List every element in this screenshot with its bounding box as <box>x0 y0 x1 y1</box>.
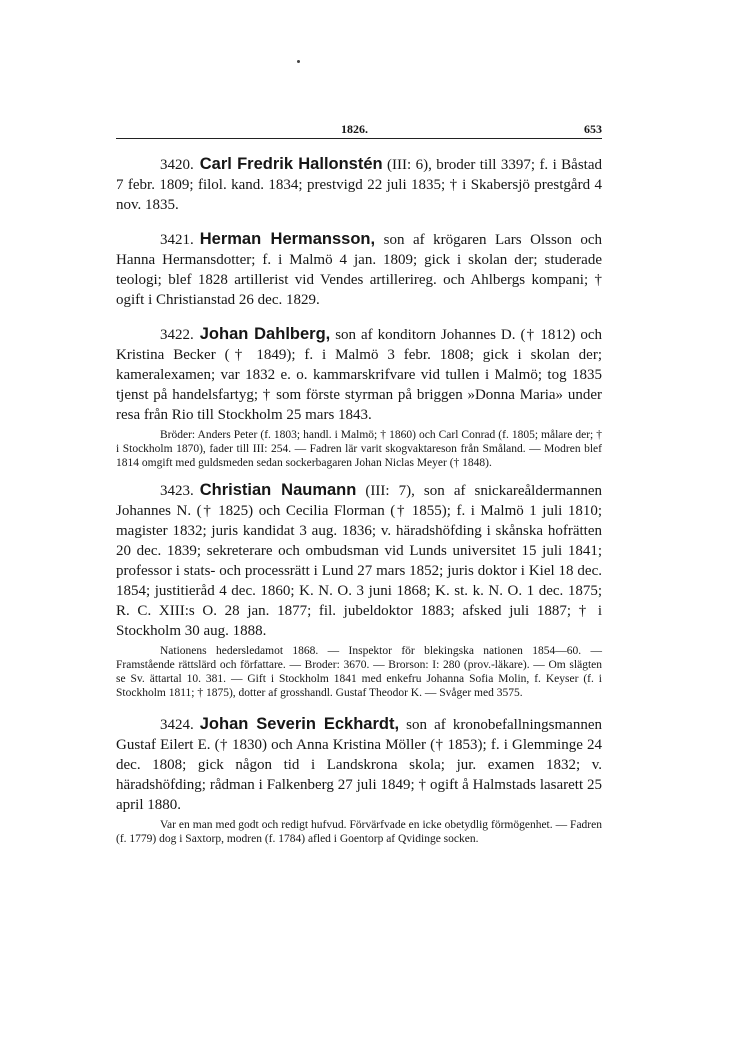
entry-text: son af krögaren Lars Olsson och Hanna Hermansdotter; f. i Malmö 4 jan. 1809; gick i skolan der; studerade teologi; blef 1828 artillerist vid Vendes artillerireg. och Ahlbergs kompani; † ogift i Christianstad 26 dec. 1829. <box>116 232 603 308</box>
entry-text: son af konditorn Johannes D. († 1812) och Kristina Becker († 1849); f. i Malmö 3 febr. 1808; gick i skolan der; kameralexamen; var 1832 e. o. kammarskrifvare vid tullen i Malmö; tog 1835 tjenst på handelsfartyg; † som förste styrman på briggen »Donna Maria» under resa från Rio till Stockholm 25 mars 1843. <box>116 327 602 423</box>
entry-number: 3422. <box>160 327 194 343</box>
entry-number: 3423. <box>160 483 194 499</box>
entry-text: (III: 7), son af snickareåldermannen Johannes N. († 1825) och Cecilia Florman († 1855); f. i Malmö 1 juli 1810; magister 1832; juris kandidat 3 aug. 1836; v. häradshöfding i skånska hofrätten 20 dec. 1839; sekreterare och ombudsman vid Lunds universitet 15 juli 1841; professor i stats- och processrätt i Lund 27 mars 1852; juris doktor i Kiel 18 dec. 1854; justitieråd 4 dec. 1860; K. N. O. 3 juni 1868; K. st. k. N. O. 1 dec. 1875; R. C. XIII:s O. 28 jan. 1877; fil. jubeldoktor 1883; afsked juli 1887; † i Stockholm 30 aug. 1888. <box>116 483 602 639</box>
entry-name: Christian Naumann <box>199 481 357 499</box>
entry-3422 <box>116 324 602 470</box>
entry-body <box>116 714 602 815</box>
entry-name: Johan Dahlberg, <box>199 325 331 343</box>
header-rule <box>116 138 602 139</box>
page-header <box>116 118 602 140</box>
entry-body <box>116 229 602 310</box>
entry-name: Herman Hermansson, <box>199 230 376 248</box>
entry-note: Var en man med godt och redigt hufvud. Förvärfvade en icke obetydlig förmögenhet. — Fadren (f. 1779) dog i Saxtorp, modren (f. 1784) afled i Goentorp af Qvidinge socken. <box>116 819 602 845</box>
entry-name: Carl Fredrik Hallonstén <box>199 155 383 173</box>
entry-number: 3424. <box>160 717 194 733</box>
entry-3423 <box>116 480 602 700</box>
page-number: 653 <box>584 122 602 136</box>
entry-number: 3421. <box>160 232 194 248</box>
entry-name: Johan Severin Eckhardt, <box>199 715 400 733</box>
entry-3424 <box>116 714 602 846</box>
entry-note: Nationens hedersledamot 1868. — Inspektor för blekingska nationen 1854—60. — Framstående rättslärd och författare. — Broder: 3670. — Brorson: I: 280 (prov.-läkare). — Om slägten se Sv. ättartal 10. 381. — Gift i Stockholm 1841 med enkefru Johanna Sofia Molin, f. Keyser (f. i Stockholm 1811; † 1875), dotter af grosshandl. Gustaf Theodor K. — Svåger med 3575. <box>116 645 602 699</box>
entry-3421 <box>116 229 602 310</box>
entry-note: Bröder: Anders Peter (f. 1803; handl. i Malmö; † 1860) och Carl Conrad (f. 1805; målare der; † i Stockholm 1870), fader till III: 254. — Fadren lär varit skogvaktareson från Småland. — Modren blef 1814 omgift med guldsmeden sedan sockerbagaren Johan Niclas Meyer († 1848). <box>116 429 602 469</box>
print-speck <box>297 60 300 63</box>
entry-body <box>116 324 602 425</box>
entry-3420 <box>116 154 602 215</box>
entry-text: son af kronobefallningsmannen Gustaf Eilert E. († 1830) och Anna Kristina Möller († 1853); f. i Glemminge 24 dec. 1808; gick någon tid i Landskrona skola; jur. examen 1832; v. häradshöfding; rådman i Falkenberg 27 juli 1849; † ogift å Halmstads lasarett 25 april 1880. <box>116 717 602 813</box>
entry-text: (III: 6), broder till 3397; f. i Båstad 7 febr. 1809; filol. kand. 1834; prestvigd 22 juli 1835; † i Skabersjö prestgård 4 nov. 1835. <box>116 157 602 213</box>
running-year: 1826. <box>341 122 368 136</box>
page-content <box>116 118 602 846</box>
entry-body <box>116 154 602 215</box>
entry-body <box>116 480 602 641</box>
entry-number: 3420. <box>160 157 194 173</box>
